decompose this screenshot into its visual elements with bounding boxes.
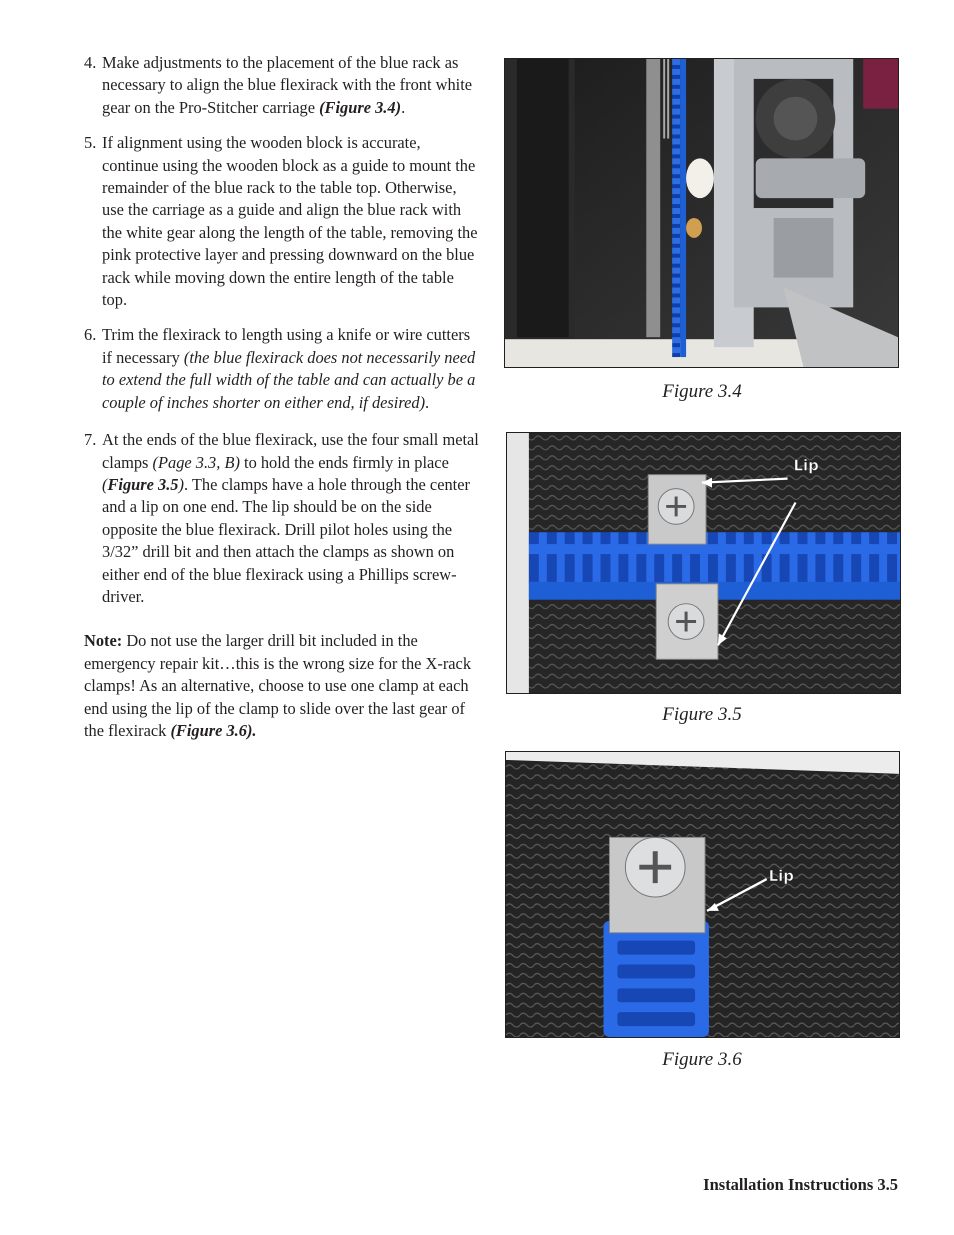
step-4: [84, 52, 480, 119]
figure-3-4-photo: [504, 58, 899, 368]
lip-label: Lip: [768, 867, 794, 886]
step-5: [84, 132, 480, 311]
note-label: Note:: [84, 631, 123, 651]
figure-reference: (Figure 3.6).: [170, 720, 257, 740]
single-clamp-photo: [506, 752, 899, 1037]
page-reference: (Page 3.3, B): [152, 452, 240, 472]
note-paragraph: Note: Do not use the larger drill bit included in the emergency repair kit…this is the wrong size for the X-rack clamps! As an alternative, choose to use one clamp at each end using the lip of the clamp to slide over the last gear of the flexirack (Figure 3.6).: [84, 631, 472, 740]
step-number: 6.: [84, 325, 97, 345]
step-number: 7.: [84, 430, 97, 450]
figure-3-6-caption: Figure 3.6: [662, 1049, 742, 1070]
step-number: 4.: [84, 53, 97, 72]
italic-note: (the blue flexirack does not necessarily need to extend the full width of the table and can actually be a couple of inches shorter on either end, if desired): [102, 347, 476, 412]
figure-reference: Figure 3.5: [107, 474, 179, 494]
step-6: [84, 324, 480, 414]
instructions-column: [84, 52, 480, 742]
figure-3-6-photo: [505, 751, 900, 1038]
step-text: Trim the flexirack to length using a knife or wire cutters if necessary (the blue flexirack does not necessarily need to extend the full width of the table and can actually be a couple of inches shorter on either end, if desired).: [102, 325, 476, 412]
step-7: [84, 429, 480, 608]
step-text: Make adjustments to the placement of the blue rack as necessary to align the blue flexirack with the front white gear on the Pro-Stitcher carriage (Figure 3.4).: [102, 53, 473, 117]
figure-3-5-photo: [506, 432, 901, 694]
clamps-photo: [507, 433, 900, 693]
figure-3-4-caption: Figure 3.4: [662, 381, 742, 402]
figure-reference: (Figure 3.4): [319, 97, 402, 117]
carriage-gear-photo: [505, 59, 898, 367]
step-text: At the ends of the blue flexirack, use the four small metal clamps (Page 3.3, B) to hold the ends firmly in place (Figure 3.5). The clamps have a hole through the center and a lip on one end. The lip should be on the side opposite the blue flexirack. Drill pilot holes using the 3/32” drill bit and then attach the clamps as shown on either end of the blue flexirack using a Phillips screw-driver.: [102, 430, 479, 606]
lip-label: Lip: [793, 456, 819, 475]
step-number: 5.: [84, 133, 97, 153]
figure-3-5-caption: Figure 3.5: [662, 704, 742, 725]
page-footer: Installation Instructions 3.5: [703, 1175, 898, 1194]
step-text: If alignment using the wooden block is accurate, continue using the wooden block as a guide to mount the remainder of the blue rack to the table top. Otherwise, use the carriage as a guide and align the blue rack with the white gear along the length of the table, removing the pink protective layer and pressing downward on the blue rack while moving down the entire length of the table top.: [102, 133, 478, 310]
